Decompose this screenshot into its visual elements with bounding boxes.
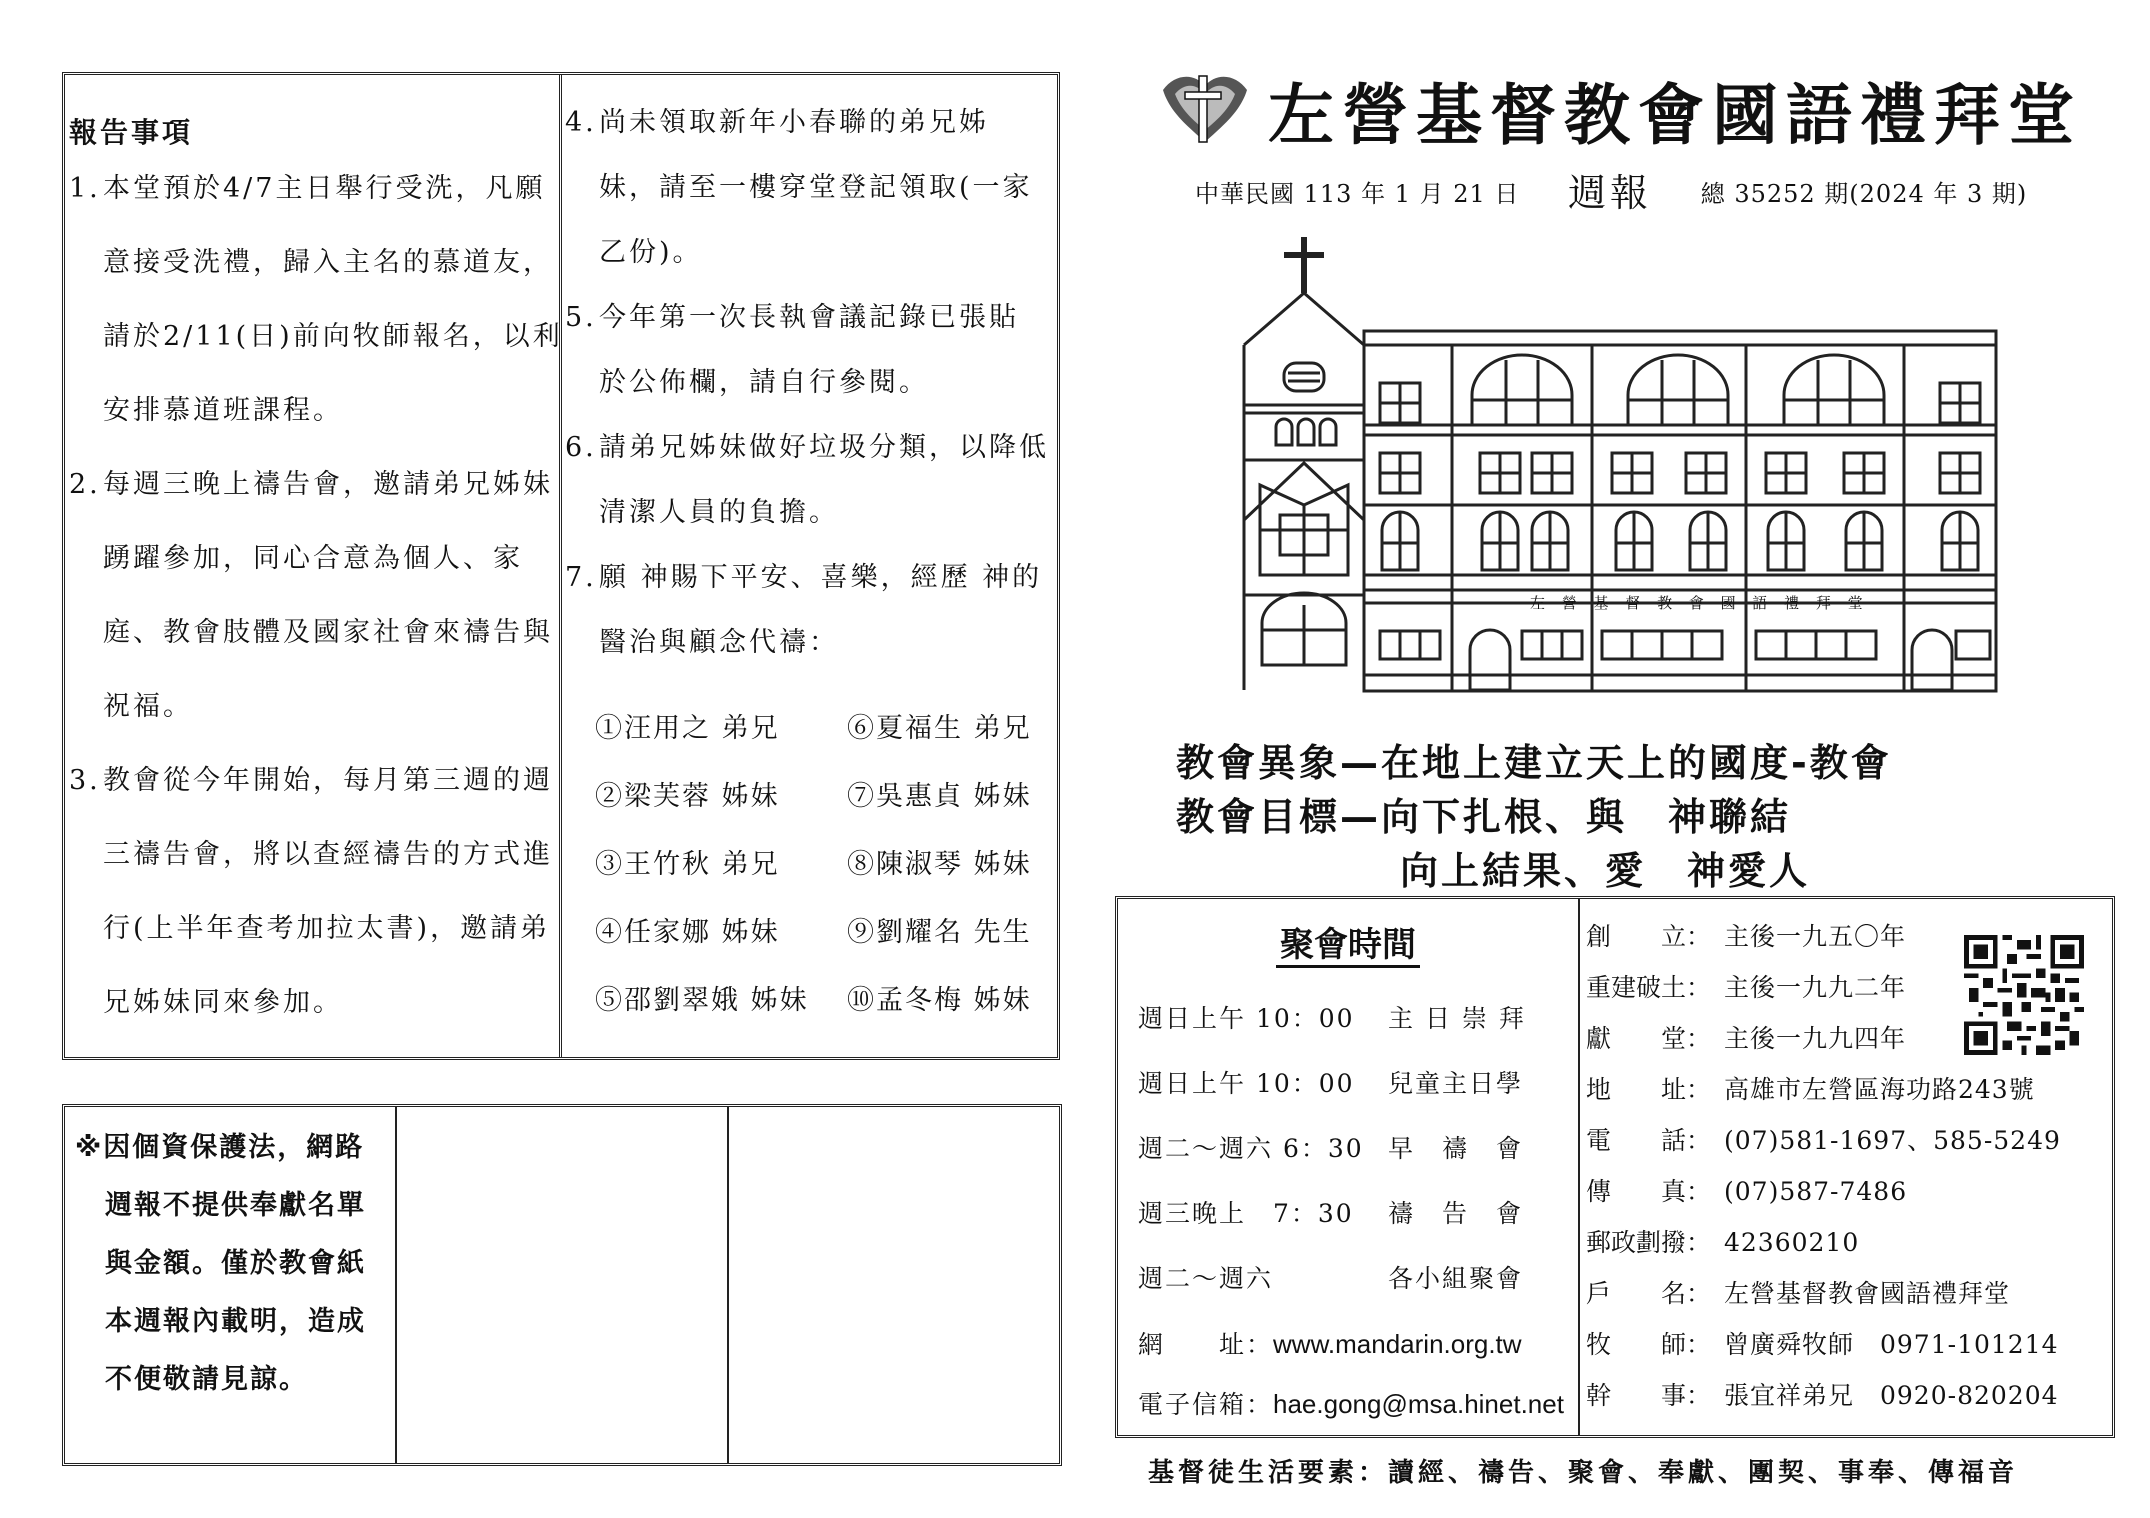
church-info-value: 左營基督教會國語禮拜堂 — [1724, 1279, 2011, 1308]
church-goal: 教會目標—向下扎根、與 神聯結 — [1176, 795, 1792, 839]
church-info-label: 郵政劃撥： — [1586, 1228, 1712, 1257]
announcement-number: 4. — [565, 107, 597, 138]
offering-notice-line: 與金額。僅於教會紙 — [105, 1248, 366, 1279]
offering-notice-line: 本週報內載明，造成 — [105, 1306, 366, 1337]
announcement-text: 本堂預於4/7主日舉行受洗，凡願 — [103, 173, 546, 204]
church-info-row — [1586, 1121, 2061, 1157]
church-info-label: 電 話： — [1586, 1126, 1712, 1155]
announcement-text: 行(上半年查考加拉太書)，邀請弟 — [103, 913, 551, 944]
church-info-label: 傳 真： — [1586, 1177, 1712, 1206]
issue-line — [1195, 162, 2027, 217]
announcement-text: 踴躍參加，同心合意為個人、家 — [103, 543, 523, 574]
church-info-value: 張宜祥弟兄 0920-820204 — [1724, 1381, 2059, 1410]
church-info-row — [1586, 1325, 2059, 1361]
meeting-event: 禱 告 會 — [1388, 1199, 1524, 1228]
prayer-request-name: ④任家娜 姊妹 — [595, 917, 780, 948]
church-info-label: 幹 事： — [1586, 1381, 1712, 1410]
prayer-request-name: ⑧陳淑琴 姊妹 — [847, 849, 1032, 880]
email-label: 電子信箱： — [1138, 1390, 1274, 1419]
announcements-box — [62, 72, 1060, 1060]
meeting-time: 週二～週六 — [1138, 1264, 1274, 1293]
column-divider — [559, 75, 562, 1057]
announcements-title: 報告事項 — [69, 116, 194, 149]
meeting-event: 主 日 崇 拜 — [1388, 1004, 1526, 1033]
church-info-value: (07)581-1697、585-5249 — [1724, 1126, 2061, 1155]
prayer-request-name: ⑤邵劉翠娥 姊妹 — [595, 985, 809, 1016]
prayer-request-name: ③王竹秋 弟兄 — [595, 849, 780, 880]
church-info-value: 42360210 — [1724, 1228, 1860, 1257]
announcement-text: 祝福。 — [103, 691, 193, 722]
announcement-text: 醫治與顧念代禱： — [599, 627, 839, 658]
church-info-value: 主後一九九四年 — [1724, 1024, 1907, 1053]
offering-notice — [75, 1119, 366, 1409]
church-info-label: 重建破土： — [1586, 973, 1712, 1002]
church-info-value: 主後一九五〇年 — [1724, 922, 1907, 951]
church-info-value: 高雄市左營區海功路243號 — [1724, 1075, 2035, 1104]
church-info-row — [1586, 968, 1906, 1004]
church-info-row — [1586, 1070, 2035, 1106]
announcement-text: 今年第一次長執會議記錄已張貼 — [599, 302, 1019, 333]
church-vision: 教會異象—在地上建立天上的國度-教會 — [1176, 741, 1892, 785]
announcement-text: 教會從今年開始，每月第三週的週 — [103, 765, 553, 796]
prayer-request-name: ⑥夏福生 弟兄 — [847, 713, 1032, 744]
website-link[interactable]: www.mandarin.org.tw — [1273, 1329, 1522, 1359]
announcement-text: 請於2/11(日)前向牧師報名，以利 — [103, 321, 563, 352]
church-name: 左營基督教會國語禮拜堂 — [1268, 76, 2082, 154]
church-info-label: 獻 堂： — [1586, 1024, 1712, 1053]
church-info-row — [1586, 1019, 1906, 1055]
offering-notice-line: 週報不提供奉獻名單 — [105, 1190, 366, 1221]
church-info-value: 曾廣舜牧師 0971-101214 — [1724, 1330, 2059, 1359]
meeting-time: 週日上午 10：00 — [1138, 1004, 1355, 1033]
info-divider — [1578, 899, 1580, 1435]
issue-number: 總 35252 期(2024 年 3 期) — [1700, 180, 2028, 208]
qr-code-icon — [1964, 935, 2084, 1055]
meeting-event: 各小組聚會 — [1388, 1264, 1524, 1293]
meeting-event: 兒童主日學 — [1388, 1069, 1524, 1098]
church-info-row — [1586, 1274, 2010, 1310]
church-info-label: 地 址： — [1586, 1075, 1712, 1104]
prayer-request-name: ⑦吳惠貞 姊妹 — [847, 781, 1032, 812]
bulletin-label: 週報 — [1568, 171, 1653, 215]
church-logo-icon — [1155, 68, 1255, 148]
announcement-number: 7. — [565, 562, 597, 593]
prayer-request-name: ②梁芙蓉 姊妹 — [595, 781, 780, 812]
church-info-label: 創 立： — [1586, 922, 1712, 951]
announcement-number: 1. — [69, 173, 101, 204]
empty-cell — [395, 1107, 729, 1463]
announcement-text: 於公佈欄，請自行參閱。 — [599, 367, 929, 398]
church-goal-continued: 向上結果、愛 神愛人 — [1400, 849, 1811, 893]
meeting-times-title: 聚會時間 — [1118, 917, 1578, 966]
announcement-text: 妹，請至一樓穿堂登記領取(一家 — [599, 172, 1033, 203]
offering-notice-box — [62, 1104, 1062, 1466]
offering-notice-line: ※因個資保護法，網路 — [75, 1132, 365, 1163]
prayer-request-name: ①汪用之 弟兄 — [595, 713, 780, 744]
announcement-text: 尚未領取新年小春聯的弟兄姊 — [599, 107, 989, 138]
church-info-row — [1586, 1376, 2059, 1412]
church-info-value: (07)587-7486 — [1724, 1177, 1908, 1206]
church-building-illustration — [1240, 235, 2000, 695]
offering-notice-line: 不便敬請見諒。 — [105, 1364, 308, 1395]
meeting-info-box — [1115, 896, 2115, 1438]
church-info-label: 牧 師： — [1586, 1330, 1712, 1359]
church-info-label: 戶 名： — [1586, 1279, 1712, 1308]
announcement-text: 請弟兄姊妹做好垃圾分類，以降低 — [599, 432, 1049, 463]
church-info-row — [1586, 1172, 1907, 1208]
meeting-time: 週三晚上 7：30 — [1138, 1199, 1354, 1228]
announcement-text: 清潔人員的負擔。 — [599, 497, 839, 528]
announcement-text: 願 神賜下平安、喜樂，經歷 神的 — [599, 562, 1043, 593]
meeting-event: 早 禱 會 — [1388, 1134, 1524, 1163]
bulletin-date: 中華民國 113 年 1 月 21 日 — [1195, 180, 1520, 208]
email-link[interactable]: hae.gong@msa.hinet.net — [1273, 1389, 1564, 1419]
email-row — [1138, 1385, 1564, 1421]
meeting-time: 週二～週六 6：30 — [1138, 1134, 1364, 1163]
meeting-time: 週日上午 10：00 — [1138, 1069, 1355, 1098]
building-sign: 左 營 基 督 教 會 國 語 禮 拜 堂 — [1530, 594, 1869, 612]
announcement-text: 乙份)。 — [599, 237, 703, 268]
website-label: 網 址： — [1138, 1330, 1274, 1359]
announcement-text: 意接受洗禮，歸入主名的慕道友， — [103, 247, 553, 278]
announcement-number: 2. — [69, 469, 101, 500]
announcement-text: 庭、教會肢體及國家社會來禱告與 — [103, 617, 553, 648]
announcement-number: 3. — [69, 765, 101, 796]
church-info-row — [1586, 1223, 1859, 1259]
prayer-request-name: ⑩孟冬梅 姊妹 — [847, 985, 1032, 1016]
church-info-row — [1586, 917, 1906, 953]
announcement-text: 兄姊妹同來參加。 — [103, 987, 343, 1018]
website-row — [1138, 1325, 1522, 1361]
announcement-text: 安排慕道班課程。 — [103, 395, 343, 426]
prayer-request-name: ⑨劉耀名 先生 — [847, 917, 1032, 948]
announcement-number: 5. — [565, 302, 597, 333]
announcement-text: 三禱告會，將以查經禱告的方式進 — [103, 839, 553, 870]
announcement-number: 6. — [565, 432, 597, 463]
christian-life-footer: 基督徒生活要素：讀經、禱告、聚會、奉獻、團契、事奉、傳福音 — [1148, 1458, 2019, 1488]
church-info-value: 主後一九九二年 — [1724, 973, 1907, 1002]
announcement-text: 每週三晚上禱告會，邀請弟兄姊妹 — [103, 469, 553, 500]
